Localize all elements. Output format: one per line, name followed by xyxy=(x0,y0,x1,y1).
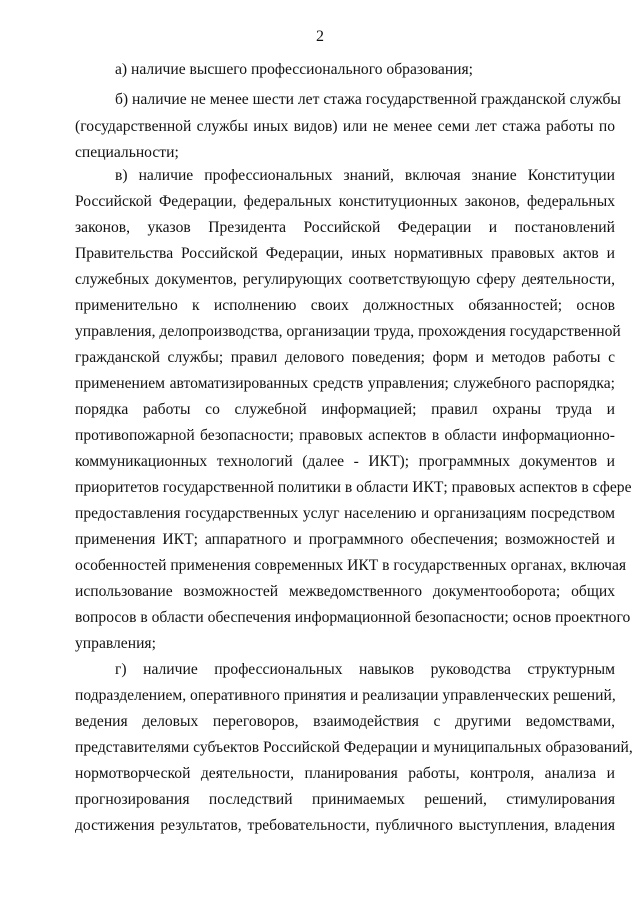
text-line: прогнозирования последствий принимаемых решений, стимулирования xyxy=(75,791,615,808)
text-line: гражданской службы; правил делового поведения; форм и методов работы с xyxy=(75,349,615,366)
text-line: специальности; xyxy=(75,144,179,161)
text-line: использование возможностей межведомственного документооборота; общих xyxy=(75,583,615,600)
text-line: нормотворческой деятельности, планирования работы, контроля, анализа и xyxy=(75,765,615,782)
text-line: применением автоматизированных средств управления; служебного распорядка; xyxy=(75,375,615,392)
text-line: в) наличие профессиональных знаний, включая знание Конституции xyxy=(115,167,615,184)
text-line: достижения результатов, требовательности, публичного выступления, владения xyxy=(75,817,615,834)
text-line: служебных документов, регулирующих соответствующую сферу деятельности, xyxy=(75,271,615,288)
text-line: противопожарной безопасности; правовых аспектов в области информационно- xyxy=(75,427,615,444)
text-line: г) наличие профессиональных навыков руководства структурным xyxy=(115,661,615,678)
page-number: 2 xyxy=(316,28,324,45)
text-line: ведения деловых переговоров, взаимодействия с другими ведомствами, xyxy=(75,713,615,730)
text-line: порядка работы со служебной информацией; правил охраны труда и xyxy=(75,401,615,418)
text-line: применительно к исполнению своих должностных обязанностей; основ xyxy=(75,297,615,314)
text-line: (государственной службы иных видов) или не менее семи лет стажа работы по xyxy=(75,118,615,135)
text-line: Российской Федерации, федеральных конституционных законов, федеральных xyxy=(75,193,615,210)
text-line: предоставления государственных услуг населению и организациям посредством xyxy=(75,505,615,522)
text-line: Правительства Российской Федерации, иных нормативных правовых актов и xyxy=(75,245,615,262)
text-line: вопросов в области обеспечения информационной безопасности; основ проектного xyxy=(75,609,631,626)
text-line: приоритетов государственной политики в области ИКТ; правовых аспектов в сфере xyxy=(75,479,632,496)
text-line: применения ИКТ; аппаратного и программного обеспечения; возможностей и xyxy=(75,531,615,548)
text-line: законов, указов Президента Российской Федерации и постановлений xyxy=(75,219,615,236)
text-line: коммуникационных технологий (далее - ИКТ); программных документов и xyxy=(75,453,615,470)
text-line: а) наличие высшего профессионального образования; xyxy=(115,61,474,78)
text-line: б) наличие не менее шести лет стажа государственной гражданской службы xyxy=(115,91,621,108)
text-line: управления, делопроизводства, организации труда, прохождения государственной xyxy=(75,323,621,340)
text-line: особенностей применения современных ИКТ в государственных органах, включая xyxy=(75,557,627,574)
text-line: управления; xyxy=(75,635,156,652)
text-line: представителями субъектов Российской Федерации и муниципальных образований, xyxy=(75,739,633,756)
text-line: подразделением, оперативного принятия и реализации управленческих решений, xyxy=(75,687,616,704)
